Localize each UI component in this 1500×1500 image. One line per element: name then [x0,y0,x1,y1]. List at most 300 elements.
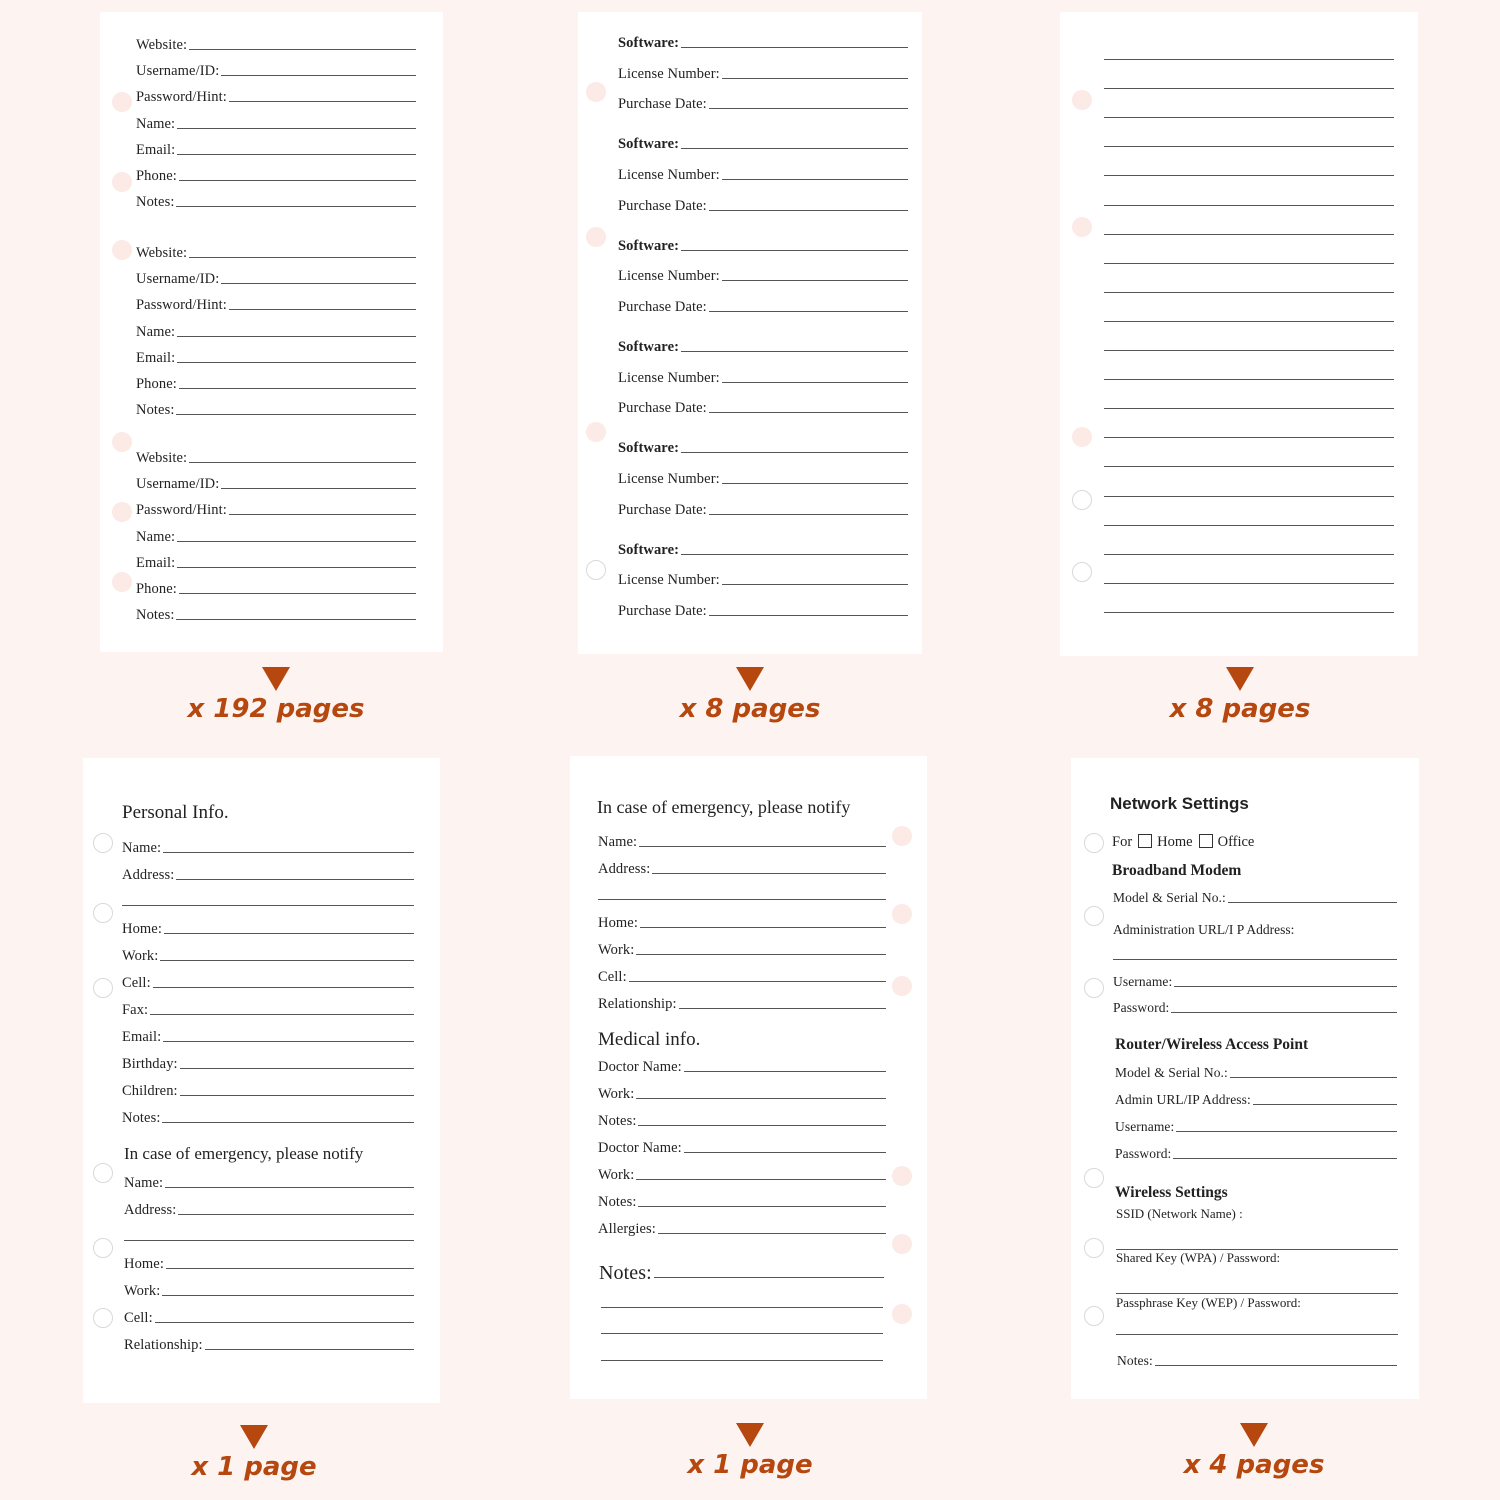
write-line[interactable] [722,584,908,585]
write-line[interactable] [601,1307,883,1308]
field-label: Address: [598,861,651,877]
write-line[interactable] [639,846,886,847]
field-label: License Number: [618,470,720,487]
field-label: Birthday: [122,1056,178,1072]
page-count-label: x 8 pages [1169,694,1311,724]
write-line[interactable] [1104,583,1394,584]
write-line[interactable] [1104,350,1394,351]
field-label: Purchase Date: [618,96,707,113]
write-line[interactable] [601,1333,883,1334]
write-line[interactable] [176,879,414,880]
write-line[interactable] [229,309,416,310]
write-line[interactable] [681,148,908,149]
write-line[interactable] [652,873,886,874]
binder-hole [112,92,132,112]
entry-field [136,169,416,183]
license-field [618,573,908,587]
write-line[interactable] [1176,1131,1397,1132]
entry-field [136,195,416,209]
for-label: For [1112,834,1133,850]
personal-field [122,949,414,963]
write-line[interactable] [722,280,908,281]
write-line[interactable] [1173,1158,1397,1159]
write-line[interactable] [681,452,908,453]
write-line[interactable] [1113,959,1397,960]
field-label: Purchase Date: [618,299,707,315]
network-settings-page [1071,758,1419,1399]
field-label: Phone: [136,168,177,184]
field-label: Software: [618,338,680,355]
write-line[interactable] [163,1041,414,1042]
emergency-medical-page [570,756,927,1399]
entry-field [136,477,416,491]
page-count-label: x 1 page [687,1450,813,1480]
home-label: Home [1157,834,1193,850]
down-arrow-icon [262,667,290,691]
binder-hole [586,227,606,247]
personal-field [122,1057,414,1071]
field-label: Purchase Date: [618,197,707,214]
field-label: Model & Serial No.: [1115,1065,1228,1080]
emergency-field [124,1257,414,1271]
down-arrow-icon [736,1423,764,1447]
down-arrow-icon [736,667,764,691]
write-line[interactable] [177,336,416,337]
write-line[interactable] [189,49,416,50]
write-line[interactable] [162,1122,414,1123]
router-field [1115,1120,1397,1134]
emergency-field [598,916,886,930]
entry-field [136,272,416,286]
field-label: Name: [122,840,162,856]
binder-hole [1072,217,1092,237]
field-label: Software: [618,136,680,153]
write-line[interactable] [165,1187,414,1188]
field-label: Software: [618,541,680,558]
entry-field [136,64,416,78]
binder-hole [1084,906,1104,926]
field-label: Address: [124,1202,177,1218]
write-line[interactable] [1104,408,1394,409]
field-label: Children: [122,1083,178,1099]
write-line[interactable] [189,462,416,463]
write-line[interactable] [1104,292,1394,293]
field-label: Name: [598,834,638,850]
write-line[interactable] [1104,437,1394,438]
entry-field [136,143,416,157]
write-line[interactable] [150,1014,414,1015]
write-line[interactable] [1104,554,1394,555]
write-line[interactable] [709,108,908,109]
binder-hole [1072,427,1092,447]
field-label: Passphrase Key (WEP) / Password: [1116,1295,1301,1310]
binder-hole [112,502,132,522]
write-line[interactable] [176,206,416,207]
medical-field [598,1141,886,1155]
write-line[interactable] [709,311,908,312]
personal-field [122,976,414,990]
write-line[interactable] [709,615,908,616]
write-line[interactable] [722,483,908,484]
field-label: Work: [598,942,635,958]
personal-field [122,922,414,936]
license-field [618,67,908,81]
write-line[interactable] [658,1233,886,1234]
entry-field [136,451,416,465]
field-label: Cell: [124,1310,153,1326]
binder-hole [586,82,606,102]
write-line[interactable] [1104,175,1394,176]
field-label: Phone: [136,376,177,392]
field-label: Email: [122,1029,162,1045]
field-label: Notes: [598,1194,637,1210]
field-label: Phone: [136,581,177,597]
license-field [618,239,908,253]
field-label: Website: [136,37,188,53]
field-label: Administration URL/I P Address: [1113,922,1295,937]
emergency-field [124,1311,414,1325]
write-line[interactable] [684,1152,886,1153]
write-line[interactable] [177,128,416,129]
entry-field [136,608,416,622]
write-line[interactable] [709,210,908,211]
entry-field [136,117,416,131]
field-label: License Number: [618,65,720,82]
medical-field [598,1087,886,1101]
binder-hole [1072,562,1092,582]
section-heading: Personal Info. [122,802,229,823]
write-line[interactable] [176,414,416,415]
write-line[interactable] [1104,612,1394,613]
write-line[interactable] [1104,205,1394,206]
field-label: Purchase Date: [618,602,707,619]
license-field [618,269,908,283]
write-line[interactable] [681,554,908,555]
field-label: License Number: [618,167,720,183]
personal-field [122,1111,414,1125]
field-label: Shared Key (WPA) / Password: [1116,1250,1281,1265]
field-label: Website: [136,450,188,466]
binder-hole [112,572,132,592]
binder-hole [93,1238,113,1258]
license-field [618,604,908,618]
write-line[interactable] [177,362,416,363]
write-line[interactable] [124,1240,414,1241]
field-label: Software: [618,237,680,254]
write-line[interactable] [221,75,416,76]
binder-hole [892,1166,912,1186]
field-label: Fax: [122,1002,149,1018]
field-label: Home: [122,921,162,937]
write-line[interactable] [1228,902,1397,903]
write-line[interactable] [709,514,908,515]
write-line[interactable] [166,1268,414,1269]
write-line[interactable] [1116,1334,1398,1335]
medical-field [598,1114,886,1128]
field-label: Relationship: [124,1337,203,1353]
medical-field [598,1222,886,1236]
write-line[interactable] [1116,1293,1398,1294]
modem-field [1113,1001,1397,1015]
binder-hole [892,1234,912,1254]
write-line[interactable] [177,154,416,155]
write-line[interactable] [1230,1077,1397,1078]
field-label: Email: [136,554,176,571]
write-line[interactable] [681,47,908,48]
write-line[interactable] [180,1068,414,1069]
entry-field [136,503,416,517]
write-line[interactable] [162,1295,414,1296]
field-label: Password: [1115,1146,1172,1161]
field-label: License Number: [618,268,720,285]
write-line[interactable] [122,905,414,906]
license-field [618,441,908,455]
emergency-field [124,1203,414,1217]
field-label: Email: [136,349,176,366]
field-label: Notes: [136,607,175,624]
binder-hole [586,422,606,442]
modem-field [1113,975,1397,989]
license-field [618,36,908,50]
emergency-field [598,862,886,876]
field-label: Address: [122,867,175,883]
write-line[interactable] [1104,59,1394,60]
entry-field [136,90,416,104]
write-line[interactable] [598,899,886,900]
write-line[interactable] [684,1071,886,1072]
router-field [1115,1147,1397,1161]
write-line[interactable] [722,382,908,383]
write-line[interactable] [1104,88,1394,89]
field-label: Model & Serial No.: [1113,890,1226,905]
write-line[interactable] [221,283,416,284]
personal-field [122,1084,414,1098]
binder-hole [93,903,113,923]
field-label: Work: [598,1167,635,1183]
write-line[interactable] [636,954,886,955]
field-label: Notes: [598,1113,637,1129]
field-label: Relationship: [598,996,677,1012]
personal-field [122,841,414,855]
write-line[interactable] [163,852,414,853]
write-line[interactable] [153,987,414,988]
router-field [1115,1066,1397,1080]
write-line[interactable] [679,1008,886,1009]
section-heading: Wireless Settings [1115,1184,1228,1201]
write-line[interactable] [636,1098,886,1099]
write-line[interactable] [1104,146,1394,147]
field-label: Purchase Date: [618,400,707,417]
license-field [618,371,908,385]
field-label: Password/Hint: [136,502,227,519]
entry-field [136,530,416,544]
write-line[interactable] [1155,1365,1397,1366]
password-log-page [100,12,443,652]
write-line[interactable] [1104,379,1394,380]
write-line[interactable] [160,960,414,961]
write-line[interactable] [638,1125,886,1126]
emergency-field [598,943,886,957]
field-label: Work: [598,1086,635,1102]
write-line[interactable] [189,257,416,258]
section-heading: In case of emergency, please notify [124,1144,364,1163]
field-label: Work: [124,1283,161,1299]
emergency-field [598,835,886,849]
section-heading: Broadband Modem [1112,862,1242,879]
personal-field [122,1030,414,1044]
write-line[interactable] [229,514,416,515]
write-line[interactable] [229,101,416,102]
field-label: Name: [136,323,176,340]
binder-hole [892,976,912,996]
write-line[interactable] [640,927,886,928]
write-line[interactable] [601,1360,883,1361]
write-line[interactable] [1104,496,1394,497]
write-line[interactable] [681,250,908,251]
write-line[interactable] [1174,986,1397,987]
license-field [618,199,908,213]
write-line[interactable] [176,619,416,620]
write-line[interactable] [722,78,908,79]
binder-hole [1084,978,1104,998]
binder-hole [892,904,912,924]
entry-field [136,377,416,391]
section-heading: In case of emergency, please notify [597,797,851,817]
write-line[interactable] [654,1277,884,1278]
field-label: Password/Hint: [136,89,227,106]
field-label: Website: [136,245,188,261]
write-line[interactable] [177,541,416,542]
field-label: License Number: [618,369,720,386]
wireless-field [1117,1354,1397,1368]
entry-field [136,351,416,365]
emergency-field [124,1338,414,1352]
field-label: Name: [136,115,176,132]
medical-field [598,1060,886,1074]
write-line[interactable] [1171,1012,1397,1013]
field-label: Username/ID: [136,63,220,80]
entry-field [136,582,416,596]
field-label: Software: [618,440,680,457]
write-line[interactable] [1104,525,1394,526]
field-label: Username/ID: [136,271,220,288]
write-line[interactable] [629,981,886,982]
field-label: Password: [1113,1000,1170,1015]
modem-field [1113,891,1397,905]
location-selector [1112,834,1254,851]
personal-info-page [83,758,440,1403]
medical-field [598,1168,886,1182]
binder-hole [892,826,912,846]
field-label: Notes: [599,1262,652,1284]
field-label: Name: [136,528,176,545]
write-line[interactable] [178,1214,414,1215]
field-label: Cell: [598,969,627,985]
entry-field [136,298,416,312]
binder-hole [1084,1168,1104,1188]
write-line[interactable] [1104,234,1394,235]
write-line[interactable] [1104,466,1394,467]
license-field [618,401,908,415]
binder-hole [93,1308,113,1328]
field-label: Cell: [122,975,151,991]
personal-field [122,1003,414,1017]
field-label: Notes: [136,402,175,419]
field-label: Work: [122,948,159,964]
page-count-label: x 192 pages [187,694,365,724]
field-label: Home: [124,1256,164,1272]
write-line[interactable] [636,1179,886,1180]
field-label: License Number: [618,572,720,589]
lined-notes-page [1060,12,1418,656]
field-label: Allergies: [598,1221,656,1237]
write-line[interactable] [177,567,416,568]
entry-field [136,246,416,260]
license-field [618,472,908,486]
binder-hole [586,560,606,580]
license-field [618,97,908,111]
page-count-label: x 1 page [191,1452,317,1482]
license-field [618,168,908,182]
binder-hole [112,240,132,260]
software-license-page [578,12,922,654]
write-line[interactable] [722,179,908,180]
field-label: Username/ID: [136,476,220,493]
write-line[interactable] [221,488,416,489]
section-heading: Medical info. [598,1029,701,1050]
field-label: Software: [618,35,680,51]
field-label: Email: [136,141,176,158]
write-line[interactable] [1104,321,1394,322]
write-line[interactable] [179,388,416,389]
write-line[interactable] [155,1322,414,1323]
down-arrow-icon [1226,667,1254,691]
field-label: Notes: [1117,1353,1153,1368]
binder-hole [1072,90,1092,110]
field-label: Purchase Date: [618,501,707,518]
home-checkbox[interactable] [1138,834,1152,848]
office-label: Office [1217,834,1255,850]
write-line[interactable] [1104,117,1394,118]
license-field [618,300,908,314]
notes-field [599,1262,884,1284]
field-label: Home: [598,915,638,931]
write-line[interactable] [709,412,908,413]
section-heading: Router/Wireless Access Point [1115,1036,1309,1053]
write-line[interactable] [180,1095,414,1096]
license-field [618,340,908,354]
write-line[interactable] [638,1206,886,1207]
write-line[interactable] [179,593,416,594]
field-label: Notes: [122,1110,161,1126]
office-checkbox[interactable] [1199,834,1213,848]
page-title: Network Settings [1110,794,1249,813]
write-line[interactable] [1253,1104,1397,1105]
write-line[interactable] [681,351,908,352]
down-arrow-icon [240,1425,268,1449]
write-line[interactable] [205,1349,414,1350]
binder-hole [93,833,113,853]
entry-field [136,325,416,339]
write-line[interactable] [164,933,414,934]
write-line[interactable] [1104,263,1394,264]
binder-hole [1084,1238,1104,1258]
write-line[interactable] [179,180,416,181]
field-label: Username: [1113,974,1173,989]
binder-hole [112,432,132,452]
binder-hole [93,978,113,998]
license-field [618,137,908,151]
